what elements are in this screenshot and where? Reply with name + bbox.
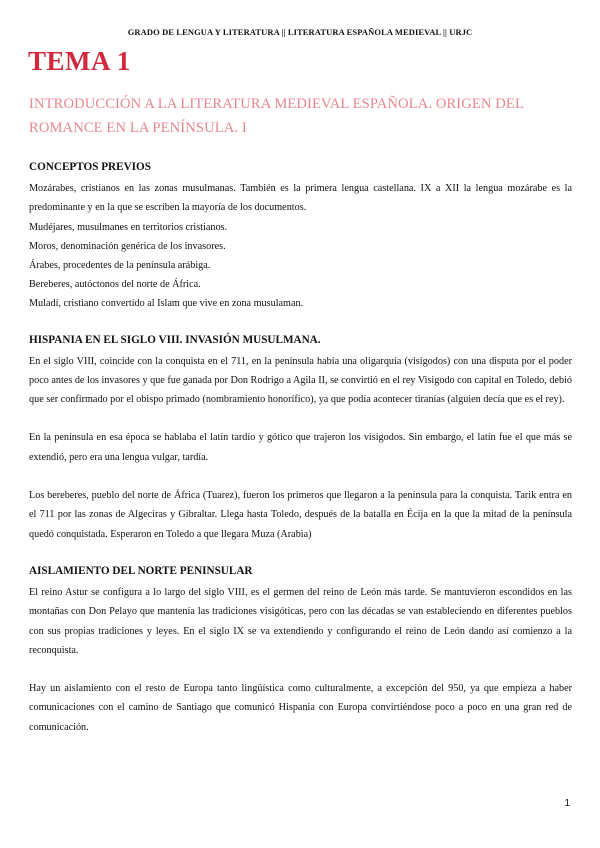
concept-item: Moros, denominación genérica de los invasores. (29, 240, 226, 252)
section-heading: CONCEPTOS PREVIOS (29, 161, 151, 173)
concept-item: Mozárabes, cristianos en las zonas musulmanas. También es la primera lengua castellana. IX a XII la lengua mozárabe es la predominante y en la que se escriben la mayoría de los documentos. (29, 183, 572, 214)
section-conceptos-previos (29, 160, 572, 313)
main-content (29, 160, 572, 737)
concept-item: Árabes, procedentes de la península arábiga. (29, 259, 211, 271)
concept-item: Mudéjares, musulmanes en territorios cristianos. (29, 221, 228, 233)
section-aislamiento-norte (29, 564, 572, 737)
paragraph: El reino Astur se configura a lo largo del siglo VIII, es el germen del reino de León más tarde. Se mantuvieron escondidos en las montañas con Don Pelayo que mantenía las tradiciones visigóticas, pero con las décadas se van estableciendo en diferentes pueblos con sus propias tradiciones y leyes. En el siglo IX se va extendiendo y configurando el reino de León dando así comienzo a la reconquista. (29, 586, 572, 656)
paragraph: Hay un aislamiento con el resto de Europa tanto lingüística como culturalmente, a excepción del 950, ya que empieza a haber comunicaciones con el camino de Santiago que comunicó Hispania con Europa convirtiéndose poco a poco en una gran red de comunicación. (29, 683, 572, 733)
section-heading: HISPANIA EN EL SIGLO VIII. INVASIÓN MUSULMANA. (29, 333, 321, 346)
paragraph: En la península en esa época se hablaba el latín tardío y gótico que trajeron los visigodos. Sin embargo, el latín fue el que más se extendió, pero era una lengua vulgar, tardía. (29, 432, 572, 463)
page-title: TEMA 1 (28, 46, 131, 76)
concept-item: Muladí, cristiano convertido al Islam que vive en zona musulaman. (29, 297, 304, 309)
running-header: GRADO DE LENGUA Y LITERATURA || LITERATURA ESPAÑOLA MEDIEVAL || URJC (127, 27, 473, 37)
section-hispania-siglo-viii (29, 333, 572, 544)
paragraph: En el siglo VIII, coincide con la conquista en el 711, en la península había una oligarquía (visigodos) con una disputa por el poder poco antes de los invasores y que fue ganada por Don Rodrigo a Agila II, se convirtió en el rey Visigodo con capital en Toledo, debió que ser confirmado por el obispo primado (nombramiento honorífico), ya que podía acontecer tiranías (alguien decía que es el rey). (29, 355, 572, 406)
page-number: 1 (564, 798, 570, 809)
page-subtitle: INTRODUCCIÓN A LA LITERATURA MEDIEVAL ESPAÑOLA. ORIGEN DEL ROMANCE EN LA PENÍNSULA. I (29, 96, 524, 136)
paragraph: Los bereberes, pueblo del norte de África (Tuarez), fueron los primeros que llegaron a la península para la conquista. Tarik entra en el 711 por las zonas de Algeciras y Gibraltar. Llega hasta Toledo, después de la batalla en Écija en la que la mitad de la península quedó conquistada. Esperaron en Toledo a que llegara Muza (Arabia) (29, 490, 572, 540)
section-heading: AISLAMIENTO DEL NORTE PENINSULAR (29, 564, 253, 577)
concept-item: Bereberes, autóctonos del norte de África. (29, 278, 201, 290)
